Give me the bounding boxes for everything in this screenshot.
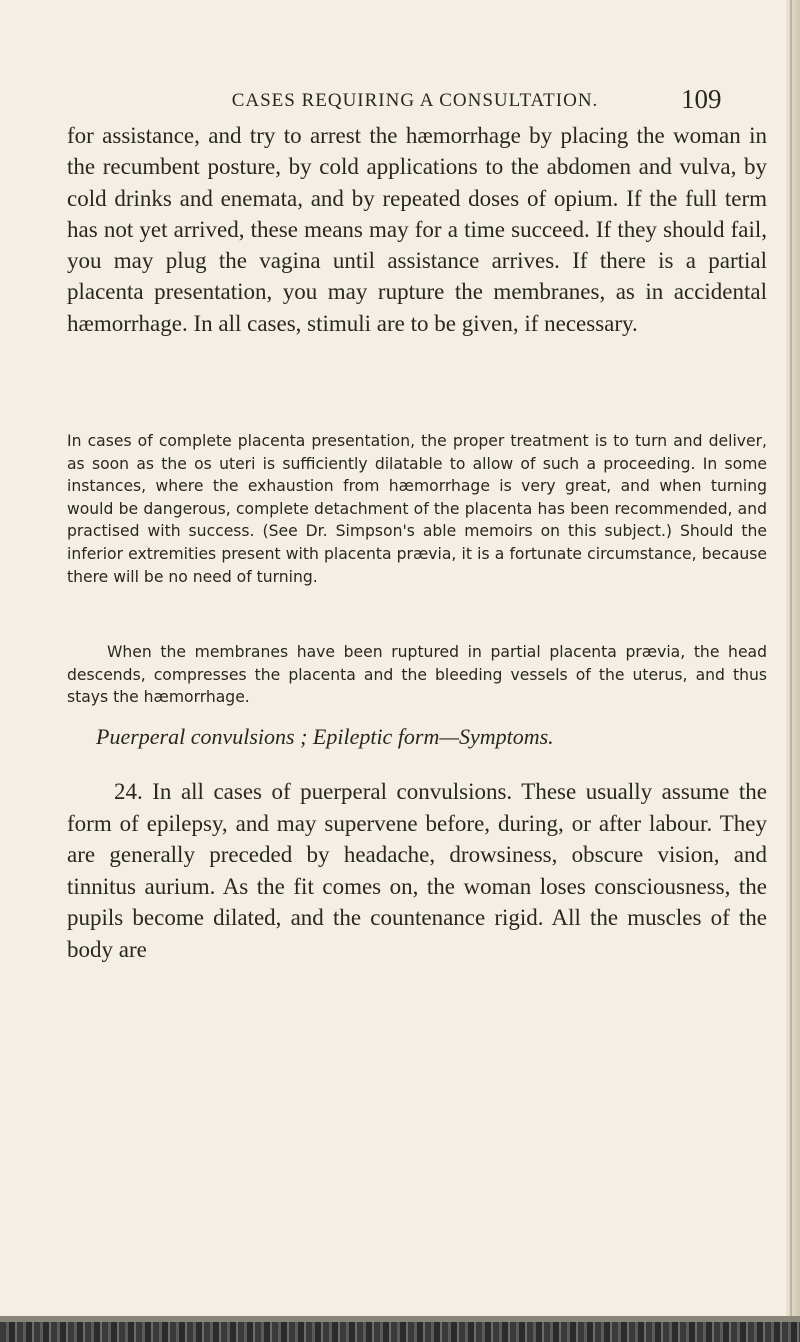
section-heading: Puerperal convulsions ; Epileptic form—Symptoms. <box>96 724 554 749</box>
paragraph-assistance: for assistance, and try to arrest the hæmorrhage by placing the woman in the recumbent posture, by cold applications to the abdomen and vulva, by cold drinks and enemata, and by repeated doses of opium. If the full term has not yet arrived, these means may for a time succeed. If they should fail, you may plug the vagina until assistance arrives. If there is a partial placenta presentation, you may rupture the membranes, as in accidental hæmorrhage. In all cases, stimuli are to be given, if necessary. <box>67 123 767 336</box>
page-number: 109 <box>681 84 722 114</box>
paragraph-puerperal-convulsions: 24. In all cases of puerperal convulsions. These usually assume the form of epilepsy, and may supervene before, during, or after labour. They are generally preceded by headache, drowsiness, obscure vision, and tinnitus aurium. As the fit comes on, the woman loses consciousness, the pupils become dilated, and the countenance rigid. All the muscles of the body are <box>67 779 767 962</box>
paragraph-complete-placenta: In cases of complete placenta presentation, the proper treatment is to turn and deliver, as soon as the os uteri is sufficiently dilatable to allow of such a proceeding. In some instances, where the exhaustion from hæmorrhage is very great, and when turning would be dangerous, complete detachment of the placenta has been recommended, and practised with success. (See Dr. Simpson's able memoirs on this subject.) Should the inferior extremities present with placenta prævia, it is a fortunate circumstance, because there will be no need of turning. <box>67 432 767 586</box>
page-edge <box>786 0 800 1342</box>
paragraph-membranes-ruptured: When the membranes have been ruptured in partial placenta prævia, the head descends, compresses the placenta and the bleeding vessels of the uterus, and thus stays the hæmorrhage. <box>67 643 767 707</box>
running-title: CASES REQUIRING A CONSULTATION. <box>231 90 599 111</box>
scan-bottom-edge <box>0 1316 800 1342</box>
